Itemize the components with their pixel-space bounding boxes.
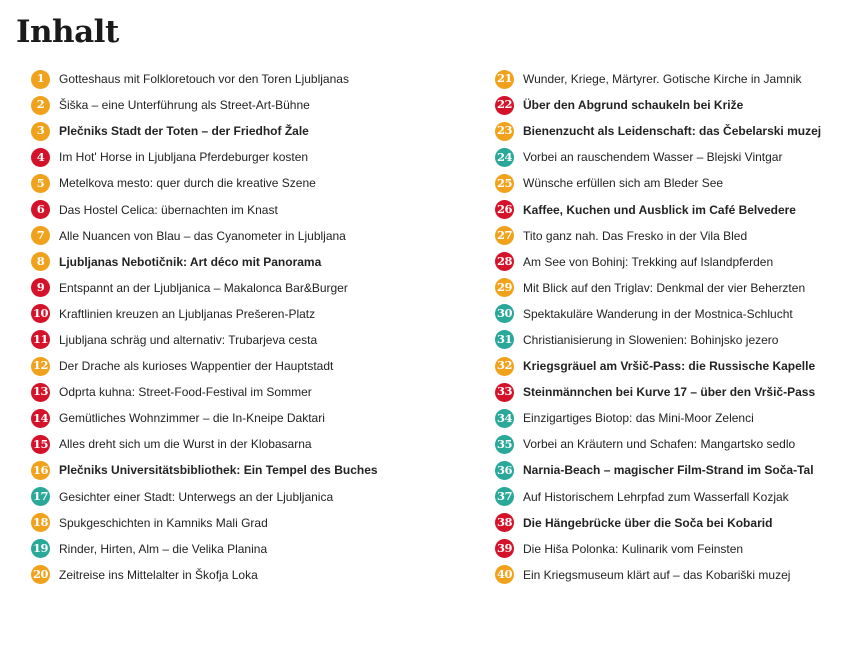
entry-number-badge: 12 <box>31 357 50 376</box>
entry-number-badge: 14 <box>31 409 50 428</box>
entry-title: Tito ganz nah. Das Fresko in der Vila Bled <box>523 228 748 243</box>
entry-title: Wunder, Kriege, Märtyrer. Gotische Kirche in Jamnik <box>523 72 802 87</box>
entry-title: Kriegsgräuel am Vršič-Pass: die Russische Kapelle <box>523 359 816 374</box>
entry-title: Christianisierung in Slowenien: Bohinjsko jezero <box>523 332 779 347</box>
entry-number-badge: 20 <box>31 565 50 584</box>
toc-entry[interactable] <box>495 144 855 170</box>
entry-number-badge: 40 <box>495 565 514 584</box>
entry-title: Einzigartiges Biotop: das Mini-Moor Zelenci <box>523 411 754 426</box>
entry-number-badge: 3 <box>31 122 50 141</box>
entry-number-badge: 21 <box>495 70 514 89</box>
entry-title: Im Hot' Horse in Ljubljana Pferdeburger kosten <box>59 150 309 165</box>
entry-title: Metelkova mesto: quer durch die kreative Szene <box>59 176 316 191</box>
entry-title: Gotteshaus mit Folkloretouch vor den Toren Ljubljanas <box>59 72 349 87</box>
toc-entry[interactable] <box>31 562 411 588</box>
toc-entry[interactable] <box>495 510 855 536</box>
entry-title: Steinmännchen bei Kurve 17 – über den Vršič-Pass <box>523 385 816 400</box>
toc-entry[interactable] <box>495 327 855 353</box>
entry-title: Entspannt an der Ljubljanica – Makalonca Bar&Burger <box>59 280 348 295</box>
toc-entry[interactable] <box>31 536 411 562</box>
entry-title: Alle Nuancen von Blau – das Cyanometer in Ljubljana <box>59 228 346 243</box>
entry-title: Am See von Bohinj: Trekking auf Islandpferden <box>523 254 774 269</box>
toc-entry[interactable] <box>31 510 411 536</box>
entry-title: Rinder, Hirten, Alm – die Velika Planina <box>59 541 268 556</box>
toc-entry[interactable] <box>495 118 855 144</box>
toc-entry[interactable] <box>31 327 411 353</box>
toc-entry[interactable] <box>31 92 411 118</box>
entry-title: Auf Historischem Lehrpfad zum Wasserfall Kozjak <box>523 489 789 504</box>
toc-entry[interactable] <box>31 144 411 170</box>
toc-entry[interactable] <box>495 431 855 457</box>
toc-entry[interactable] <box>31 301 411 327</box>
entry-number-badge: 19 <box>31 539 50 558</box>
entry-title: Wünsche erfüllen sich am Bleder See <box>523 176 724 191</box>
entry-number-badge: 10 <box>31 304 50 323</box>
entry-title: Alles dreht sich um die Wurst in der Klobasarna <box>59 437 312 452</box>
toc-entry[interactable] <box>31 170 411 196</box>
entry-number-badge: 29 <box>495 278 514 297</box>
toc-entry[interactable] <box>495 536 855 562</box>
toc-entry[interactable] <box>495 92 855 118</box>
entry-title: Gesichter einer Stadt: Unterwegs an der Ljubljanica <box>59 489 334 504</box>
toc-entry[interactable] <box>31 379 411 405</box>
toc-entry[interactable] <box>31 196 411 222</box>
toc-entry[interactable] <box>31 118 411 144</box>
entry-number-badge: 26 <box>495 200 514 219</box>
entry-number-badge: 1 <box>31 70 50 89</box>
entry-number-badge: 37 <box>495 487 514 506</box>
entry-title: Bienenzucht als Leidenschaft: das Čebelarski muzej <box>523 124 822 139</box>
entry-number-badge: 32 <box>495 357 514 376</box>
entry-number-badge: 25 <box>495 174 514 193</box>
entry-title: Der Drache als kurioses Wappentier der Hauptstadt <box>59 359 334 374</box>
entry-number-badge: 24 <box>495 148 514 167</box>
entry-number-badge: 17 <box>31 487 50 506</box>
entry-number-badge: 7 <box>31 226 50 245</box>
toc-entry[interactable] <box>495 66 855 92</box>
toc-entry[interactable] <box>495 353 855 379</box>
entry-number-badge: 2 <box>31 96 50 115</box>
toc-entry[interactable] <box>31 249 411 275</box>
entry-number-badge: 5 <box>31 174 50 193</box>
entry-title: Kaffee, Kuchen und Ausblick im Café Belvedere <box>523 202 796 217</box>
entry-title: Kraftlinien kreuzen an Ljubljanas Prešeren-Platz <box>59 306 316 321</box>
entry-title: Plečniks Universitätsbibliothek: Ein Tempel des Buches <box>59 463 378 478</box>
entry-title: Plečniks Stadt der Toten – der Friedhof Žale <box>59 124 309 139</box>
entry-title: Vorbei an rauschendem Wasser – Blejski Vintgar <box>523 150 783 165</box>
entry-number-badge: 39 <box>495 539 514 558</box>
entry-number-badge: 9 <box>31 278 50 297</box>
entry-number-badge: 30 <box>495 304 514 323</box>
toc-entry[interactable] <box>31 484 411 510</box>
toc-column-right <box>495 66 855 588</box>
toc-entry[interactable] <box>495 405 855 431</box>
entry-title: Mit Blick auf den Triglav: Denkmal der vier Beherzten <box>523 280 806 295</box>
entry-title: Gemütliches Wohnzimmer – die In-Kneipe Daktari <box>59 411 325 426</box>
toc-entry[interactable] <box>495 275 855 301</box>
entry-number-badge: 4 <box>31 148 50 167</box>
entry-number-badge: 23 <box>495 122 514 141</box>
entry-number-badge: 18 <box>31 513 50 532</box>
entry-title: Die Hängebrücke über die Soča bei Kobarid <box>523 515 773 530</box>
entry-title: Vorbei an Kräutern und Schafen: Mangartsko sedlo <box>523 437 796 452</box>
entry-number-badge: 8 <box>31 252 50 271</box>
toc-entry[interactable] <box>495 484 855 510</box>
entry-title: Šiška – eine Unterführung als Street-Art-Bühne <box>59 98 310 113</box>
entry-number-badge: 27 <box>495 226 514 245</box>
entry-number-badge: 13 <box>31 383 50 402</box>
toc-entry[interactable] <box>495 196 855 222</box>
entry-number-badge: 35 <box>495 435 514 454</box>
entry-number-badge: 11 <box>31 330 50 349</box>
entry-number-badge: 28 <box>495 252 514 271</box>
toc-entry[interactable] <box>31 405 411 431</box>
toc-entry[interactable] <box>31 223 411 249</box>
entry-title: Die Hiša Polonka: Kulinarik vom Feinsten <box>523 541 744 556</box>
entry-title: Narnia-Beach – magischer Film-Strand im Soča-Tal <box>523 463 814 478</box>
toc-entry[interactable] <box>31 431 411 457</box>
toc-entry[interactable] <box>31 457 411 483</box>
toc-entry[interactable] <box>495 223 855 249</box>
toc-entry[interactable] <box>495 562 855 588</box>
entry-title: Spukgeschichten in Kamniks Mali Grad <box>59 515 268 530</box>
entry-number-badge: 16 <box>31 461 50 480</box>
entry-number-badge: 33 <box>495 383 514 402</box>
toc-entry[interactable] <box>31 275 411 301</box>
toc-entry[interactable] <box>495 379 855 405</box>
toc-entry[interactable] <box>31 66 411 92</box>
entry-title: Odprta kuhna: Street-Food-Festival im Sommer <box>59 385 312 400</box>
entry-number-badge: 31 <box>495 330 514 349</box>
toc-entry[interactable] <box>495 301 855 327</box>
entry-number-badge: 34 <box>495 409 514 428</box>
entry-title: Ein Kriegsmuseum klärt auf – das Kobariški muzej <box>523 567 791 582</box>
entry-number-badge: 6 <box>31 200 50 219</box>
toc-entry[interactable] <box>495 249 855 275</box>
entry-title: Zeitreise ins Mittelalter in Škofja Loka <box>59 567 258 582</box>
toc-entry[interactable] <box>495 457 855 483</box>
entry-number-badge: 38 <box>495 513 514 532</box>
entry-title: Spektakuläre Wanderung in der Mostnica-Schlucht <box>523 306 793 321</box>
toc-column-left <box>31 66 411 588</box>
toc-entry[interactable] <box>31 353 411 379</box>
page-title: Inhalt <box>16 14 119 50</box>
entry-number-badge: 36 <box>495 461 514 480</box>
entry-title: Über den Abgrund schaukeln bei Križe <box>523 98 744 113</box>
entry-title: Ljubljanas Nebotičnik: Art déco mit Panorama <box>59 254 322 269</box>
entry-title: Das Hostel Celica: übernachten im Knast <box>59 202 278 217</box>
entry-number-badge: 15 <box>31 435 50 454</box>
entry-number-badge: 22 <box>495 96 514 115</box>
entry-title: Ljubljana schräg und alternativ: Trubarjeva cesta <box>59 332 318 347</box>
toc-entry[interactable] <box>495 170 855 196</box>
